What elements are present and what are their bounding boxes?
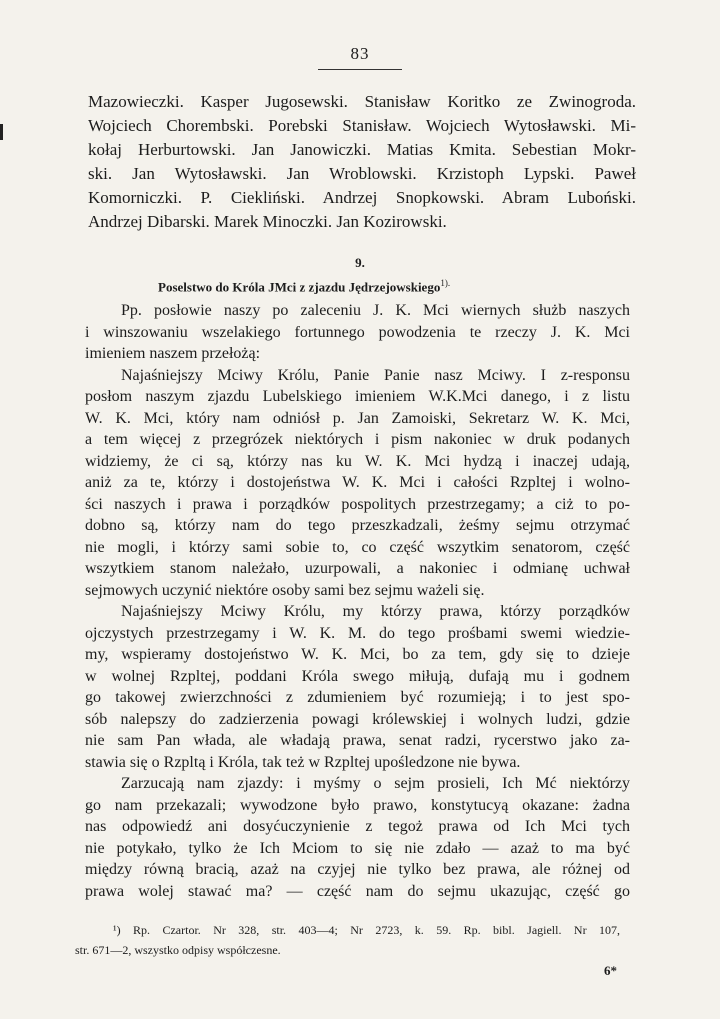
names-line: Komorniczki. P. Ciekliński. Andrzej Snopkowski. Abram Luboński. [88,188,636,207]
body-line: a tem więcej z przegrózek niektórych i pism nakoniec w druk podanych [85,431,630,448]
body-line: imieniem naszem przełożą: [85,345,261,362]
section-title-text: Poselstwo do Króla JMci z zjazdu Jędrzejowskiego [158,279,441,295]
body-line: widziemy, że ci są, którzy nas ku W. K. Mci hydzą i inaczej udają, [85,452,630,470]
names-line: Mazowieczki. Kasper Jugosewski. Stanisław Koritko ze Zwinogroda. [88,92,636,111]
names-list [88,90,636,234]
footnotes [75,920,620,960]
margin-mark [0,124,3,140]
signature-mark: 6* [604,963,617,978]
footnote-line: str. 671—2, wszystko odpisy współczesne. [75,943,281,957]
body-line: go takowej zwierzchności z zdumieniem być rozumieją; i to jest spo- [85,689,630,706]
body-text [85,300,630,902]
names-line: kołaj Herburtowski. Jan Janowiczki. Matias Kmita. Sebestian Mokr- [88,140,636,159]
body-line: nie sam Pan włada, ale władają prawa, senat radzi, rycerstwo jako za- [85,732,630,749]
names-line: Andrzej Dibarski. Marek Minoczki. Jan Kozirowski. [88,212,447,231]
body-line: prawa wolej stawać ma? — część nam do sejmu ukazując, część go [85,882,630,900]
body-line: między równą bracią, azaż na czyjej nie tylko bez prawa, ale różnej od [85,861,630,878]
body-line: ojczystych przestrzegamy i W. K. M. do tego prośbami swemi wiedzie- [85,624,630,642]
page-number: 83 [350,44,370,63]
names-line: ski. Jan Wytosławski. Jan Wroblowski. Krzistoph Lypski. Paweł [88,164,636,183]
footnote-line: ¹) Rp. Czartor. Nr 328, str. 403—4; Nr 2723, k. 59. Rp. bibl. Jagiell. Nr 107, [113,923,620,937]
body-line: sejmowych uczynić niektóre osoby sami bez sejmu ważeli się. [85,581,485,599]
body-line: i winszowaniu wszelakiego fortunnego powodzenia te rzeczy J. K. Mci [85,323,630,341]
body-line: my, wspieramy dostojeństwo W. K. Mci, bo za tem, gdy się to dzieje [85,646,630,663]
body-line: Zarzucają nam zjazdy: i myśmy o sejm prosieli, Ich Mć niektórzy [121,775,630,792]
footnote-reference: 1). [440,278,451,288]
body-line: nas odpowiedź ani dosyćuczynienie z tegoż prawa od Ich Mci tych [85,818,630,835]
section-title [158,278,450,295]
section-number: 9. [355,255,365,270]
body-line: Najaśniejszy Mciwy Królu, my którzy prawa, którzy porządków [121,603,630,620]
body-line: sób nalepszy do zadzierzenia powagi królewskiej i wolnych ludzi, gdzie [85,710,630,728]
names-line: Wojciech Chorembski. Porebski Stanisław. Wojciech Wytosławski. Mi- [88,116,636,135]
page-number-rule [318,69,402,70]
body-line: Pp. posłowie naszy po zaleceniu J. K. Mci wiernych służb naszych [121,302,630,319]
body-line: nie potykało, tylko że Ich Mciom to się nie zdało — azaż to ma być [85,839,630,857]
body-line: go nam przekazali; wywodzone było prawo, konstytucyą okazane: żadna [85,796,630,814]
body-line: stawia się o Rzpltą i Króla, tak też w Rzpltej upośledzone nie bywa. [85,753,521,771]
body-line: w wolnej Rzpltej, poddani Króla swego miłują, dufają mu i godnem [85,667,630,685]
body-line: aniż za te, którzy i dostojeństwa W. K. Mci i całości Rzpltej i wolno- [85,474,630,491]
body-line: dobno są, którzy nam do tego przeszkadzali, żeśmy sejmu otrzymać [85,517,630,534]
body-line: W. K. Mci, który nam odniósł p. Jan Zamoiski, Sekretarz W. K. Mci, [85,409,630,427]
body-line: ści naszych i prawa i porządków pospolitych przestrzegamy; a ciż to po- [85,495,630,513]
body-line: posłom naszym zjazdu Lubelskiego imieniem W.K.Mci danego, i z listu [85,388,630,405]
body-line: wszytkiem stanom należało, uzurpowali, a nakoniec i odmianę uchwał [85,560,630,577]
body-line: nie mogli, i którzy sami sobie to, co część wszytkim senatorom, część [85,538,630,556]
body-line: Najaśniejszy Mciwy Królu, Panie Panie nasz Mciwy. I z-responsu [121,366,630,384]
